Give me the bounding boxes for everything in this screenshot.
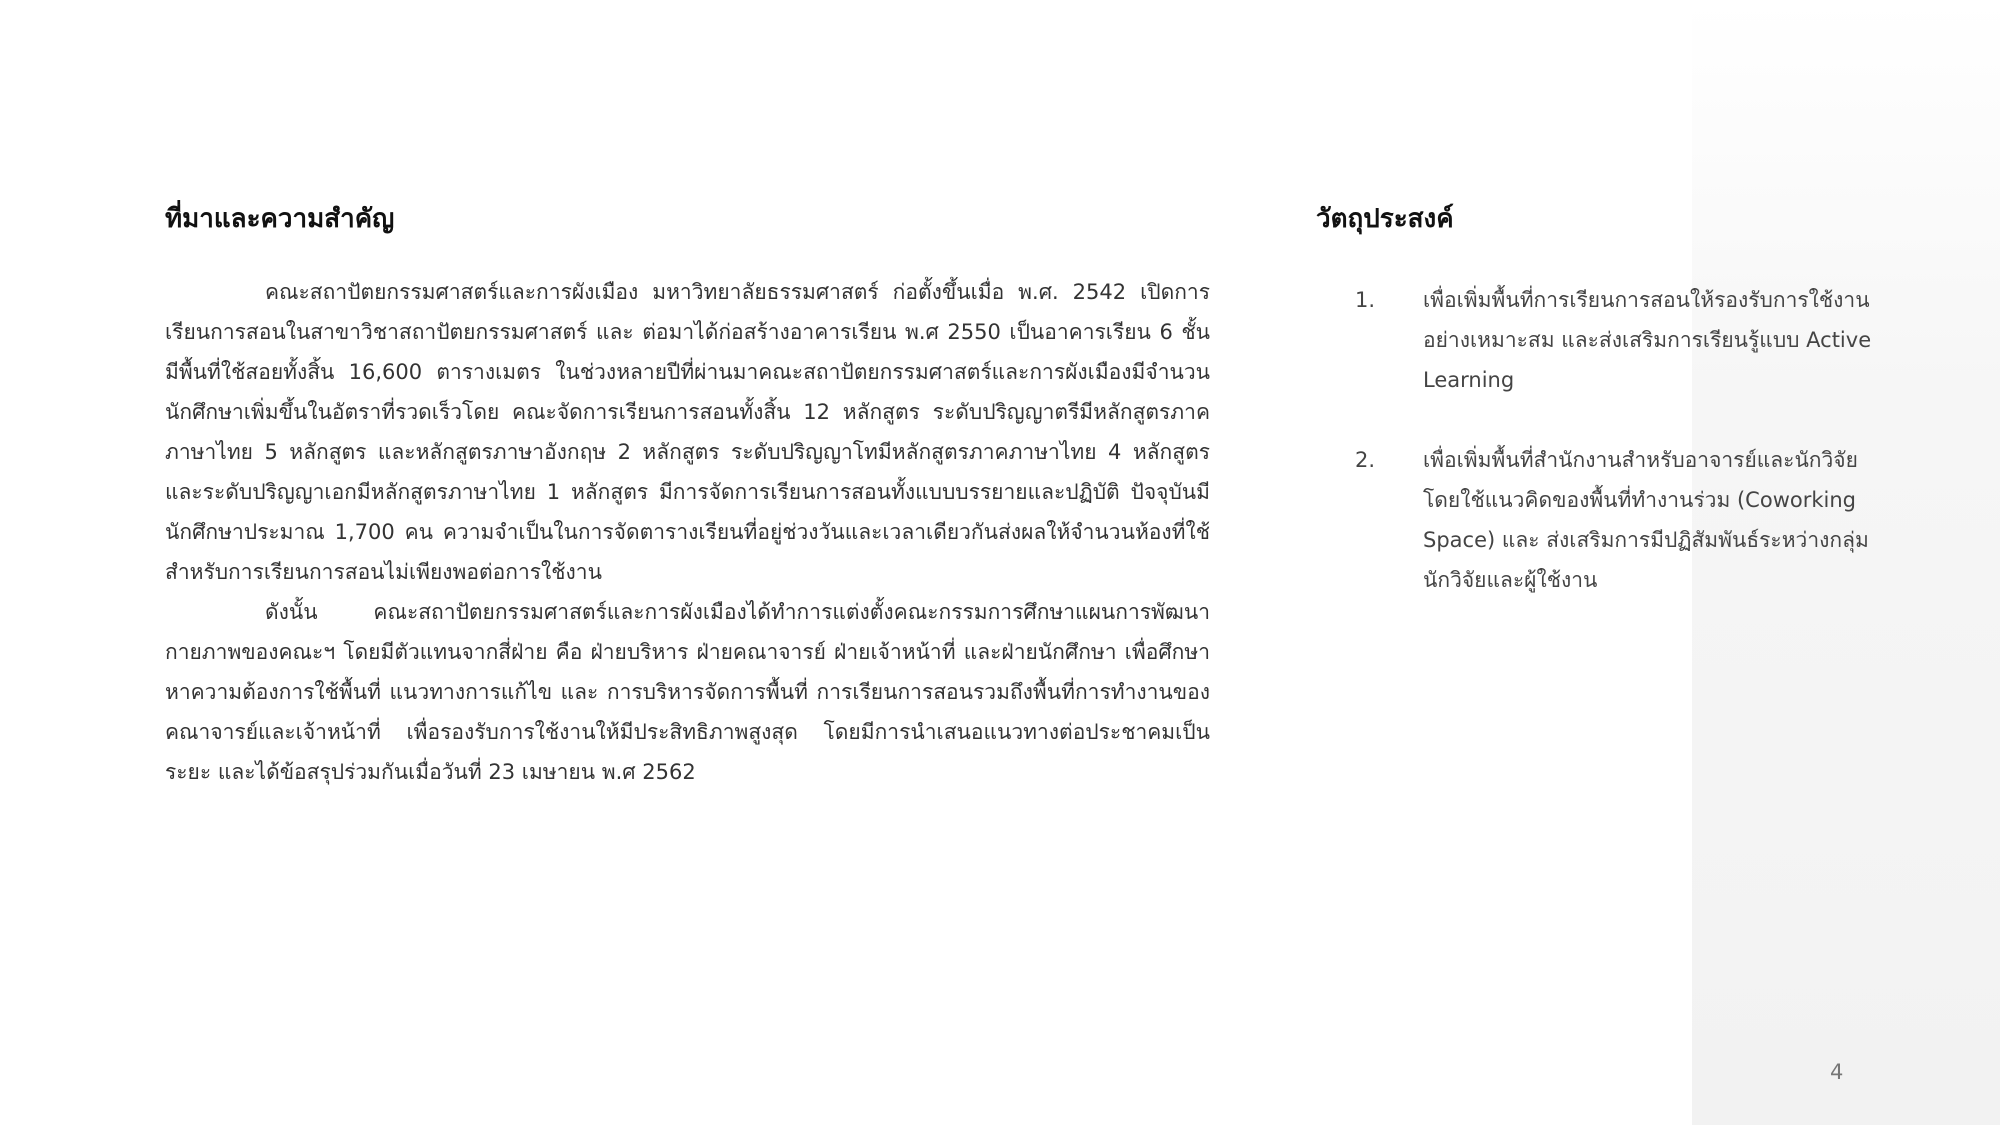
background-heading: ที่มาและความสำคัญ [165, 204, 395, 234]
background-paragraph-1: คณะสถาปัตยกรรมศาสตร์และการผังเมือง มหาวิทยาลัยธรรมศาสตร์ ก่อตั้งขึ้นเมื่อ พ.ศ. 2542 เปิดการเรียนการสอนในสาขาวิชาสถาปัตยกรรมศาสตร์ และ ต่อมาได้ก่อสร้างอาคารเรียน พ.ศ 2550 เป็นอาคารเรียน 6 ชั้น มีพื้นที่ใช้สอยทั้งสิ้น 16,600 ตารางเมตร ในช่วงหลายปีที่ผ่านมาคณะสถาปัตยกรรมศาสตร์และการผังเมืองมีจำนวนนักศึกษาเพิ่มขึ้นในอัตราที่รวดเร็วโดย คณะจัดการเรียนการสอนทั้งสิ้น 12 หลักสูตร ระดับปริญญาตรีมีหลักสูตรภาคภาษาไทย 5 หลักสูตร และหลักสูตรภาษาอังกฤษ 2 หลักสูตร ระดับปริญญาโทมีหลักสูตรภาคภาษาไทย 4 หลักสูตร และระดับปริญญาเอกมีหลักสูตรภาษาไทย 1 หลักสูตร มีการจัดการเรียนการสอนทั้งแบบบรรยายและปฏิบัติ ปัจจุบันมีนักศึกษาประมาณ 1,700 คน ความจำเป็นในการจัดตารางเรียนที่อยู่ช่วงวันและเวลาเดียวกันส่งผลให้จำนวนห้องที่ใช้สำหรับการเรียนการสอนไม่เพียงพอต่อการใช้งาน [165, 280, 1210, 584]
objective-number-2: 2. [1355, 448, 1376, 472]
objective-number-1: 1. [1355, 288, 1376, 312]
objective-text-2: เพื่อเพิ่มพื้นที่สำนักงานสำหรับอาจารย์และนักวิจัย โดยใช้แนวคิดของพื้นที่ทำงานร่วม (Coworking Space) และ ส่งเสริมการมีปฏิสัมพันธ์ระหว่างกลุ่มนักวิจัยและผู้ใช้งาน [1423, 448, 1869, 592]
objective-item-2 [1355, 440, 1875, 600]
objective-text-1: เพื่อเพิ่มพื้นที่การเรียนการสอนให้รองรับการใช้งานอย่างเหมาะสม และส่งเสริมการเรียนรู้แบบ Active Learning [1423, 288, 1872, 392]
objectives-list [1355, 280, 1875, 640]
background-body [165, 272, 1210, 792]
page-number: 4 [1830, 1060, 1844, 1084]
objective-item-1 [1355, 280, 1875, 400]
background-paragraph-2: ดังนั้น คณะสถาปัตยกรรมศาสตร์และการผังเมืองได้ทำการแต่งตั้งคณะกรรมการศึกษาแผนการพัฒนากายภาพของคณะฯ โดยมีตัวแทนจากสี่ฝ่าย คือ ฝ่ายบริหาร ฝ่ายคณาจารย์ ฝ่ายเจ้าหน้าที่ และฝ่ายนักศึกษา เพื่อศึกษาหาความต้องการใช้พื้นที่ แนวทางการแก้ไข และ การบริหารจัดการพื้นที่ การเรียนการสอนรวมถึงพื้นที่การทำงานของ คณาจารย์และเจ้าหน้าที่ เพื่อรองรับการใช้งานให้มีประสิทธิภาพสูงสุด โดยมีการนำเสนอแนวทางต่อประชาคมเป็นระยะ และได้ข้อสรุปร่วมกันเมื่อวันที่ 23 เมษายน พ.ศ 2562 [165, 600, 1210, 784]
objectives-heading: วัตถุประสงค์ [1316, 204, 1454, 234]
